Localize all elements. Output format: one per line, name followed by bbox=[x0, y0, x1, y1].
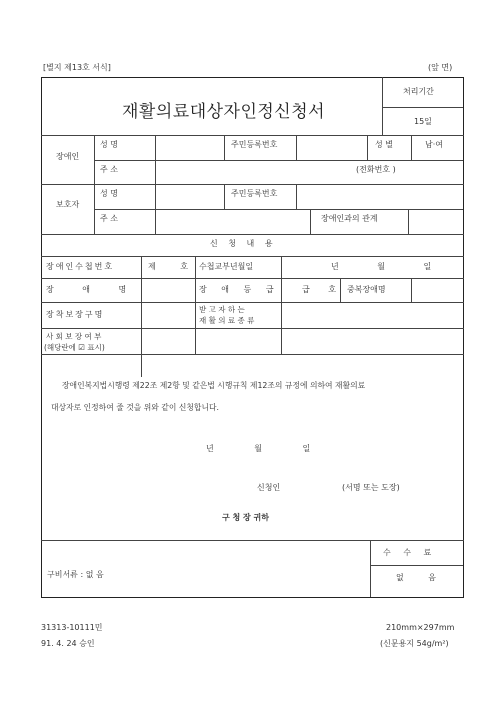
rehab-type-label-line2: 재 활 의 료 종 류 bbox=[199, 316, 255, 325]
footer-top-line bbox=[41, 540, 464, 541]
details-row3-line bbox=[41, 328, 464, 329]
required-documents: 구비서류 : 없 음 bbox=[47, 570, 104, 579]
title-bottom-line bbox=[41, 135, 464, 136]
applicant-name-field-right bbox=[224, 135, 225, 160]
applicant-rrn-label: 주민등록번호 bbox=[231, 140, 278, 149]
multiple-disability-label: 중복장애명 bbox=[347, 285, 386, 294]
issue-date-label: 수첩교부년월일 bbox=[199, 262, 254, 271]
registration-number-value: 제 호 bbox=[148, 262, 188, 271]
statement-line-2: 대상자로 인정하여 줄 것을 위와 같이 신청합니다. bbox=[51, 403, 219, 412]
details-label-divider bbox=[141, 256, 142, 377]
approval-date: 91. 4. 24 승인 bbox=[41, 639, 95, 648]
applicant-sex-value: 남·여 bbox=[425, 140, 443, 149]
fee-mid-line bbox=[370, 565, 463, 566]
form-title: 재활의료대상자인정신청서 bbox=[122, 102, 326, 122]
frame-left bbox=[41, 77, 42, 597]
grade-divider bbox=[340, 278, 341, 302]
statement-line-1: 장애인복지법시행령 제22조 제2항 및 같은법 시행규칙 제12조의 규정에 의하여 재활의료 bbox=[62, 381, 366, 390]
fee-divider bbox=[370, 540, 371, 597]
applicant-phone-label: (전화번호 ) bbox=[356, 165, 396, 174]
details-row1-line bbox=[41, 278, 464, 279]
form-number: [별지 제13호 서식] bbox=[43, 63, 111, 72]
applicant-bottom-line bbox=[41, 184, 464, 185]
applicant-row-line bbox=[94, 160, 463, 161]
multiple-disability-divider bbox=[411, 278, 412, 302]
registration-number-label: 장애인수첩번호 bbox=[46, 262, 115, 271]
page-side-label: (앞 면) bbox=[428, 63, 453, 72]
guardian-relation-field-left bbox=[408, 209, 409, 234]
frame-bottom bbox=[41, 597, 464, 598]
frame-top bbox=[41, 77, 464, 78]
applicant-sex-label: 성 별 bbox=[375, 140, 393, 149]
processing-period-label: 처리기간 bbox=[403, 87, 434, 96]
addressee: 구 청 장 귀하 bbox=[222, 513, 269, 522]
details-row2-line bbox=[41, 302, 464, 303]
disability-grade-value: 급 호 bbox=[302, 285, 336, 294]
signature-or-seal-label: (서명 또는 도장) bbox=[342, 483, 400, 492]
guardian-name-field-right bbox=[224, 184, 225, 209]
applicant-group-label: 장애인 bbox=[56, 152, 80, 161]
applicant-sign-label: 신청인 bbox=[257, 483, 281, 492]
applicant-rrn-field-right bbox=[367, 135, 368, 160]
details-title-line bbox=[41, 256, 464, 257]
social-security-label-line2: (해당란에 ☑ 표시) bbox=[44, 343, 105, 352]
processing-period-value: 15일 bbox=[414, 117, 432, 126]
social-security-label-line1: 사 회 보 장 여 부 bbox=[46, 332, 102, 341]
application-date: 년 월 일 bbox=[206, 444, 311, 453]
guardian-address-label: 주 소 bbox=[100, 214, 118, 223]
paper-size: 210mm×297mm bbox=[386, 623, 455, 632]
fee-value: 없 음 bbox=[396, 573, 436, 582]
rehab-type-label-line1: 받 고 자 하 는 bbox=[199, 305, 245, 314]
frame-right bbox=[463, 77, 464, 597]
applicant-address-label: 주 소 bbox=[100, 165, 118, 174]
details-section-title: 신 청 내 용 bbox=[210, 239, 273, 248]
applicant-sex-divider bbox=[411, 135, 412, 160]
guardian-relation-divider bbox=[310, 209, 311, 234]
guardian-bottom-line bbox=[41, 234, 464, 235]
period-mid-line bbox=[382, 107, 463, 108]
details-mid-divider bbox=[195, 256, 196, 354]
details-right-divider bbox=[281, 256, 282, 354]
guardian-rrn-label: 주민등록번호 bbox=[231, 189, 278, 198]
applicant-name-label: 성 명 bbox=[100, 140, 118, 149]
period-divider bbox=[382, 77, 383, 135]
disability-grade-label: 장 애 등 급 bbox=[199, 285, 275, 294]
applicant-rrn-divider bbox=[296, 135, 297, 160]
details-bottom-line bbox=[41, 354, 464, 355]
guardian-rrn-divider bbox=[296, 184, 297, 209]
form-code: 31313-10111민 bbox=[41, 623, 103, 632]
guardian-relation-label: 장애인과의 관계 bbox=[321, 214, 378, 223]
disability-name-label: 장 애 명 bbox=[46, 285, 129, 294]
guardian-name-label: 성 명 bbox=[100, 189, 118, 198]
prosthesis-label: 장착보장구명 bbox=[46, 310, 105, 319]
issue-date-value: 년 월 일 bbox=[331, 262, 432, 271]
fee-label: 수 수 료 bbox=[383, 548, 432, 557]
paper-type: (신문용지 54g/m²) bbox=[380, 639, 449, 648]
guardian-group-label: 보호자 bbox=[56, 200, 80, 209]
